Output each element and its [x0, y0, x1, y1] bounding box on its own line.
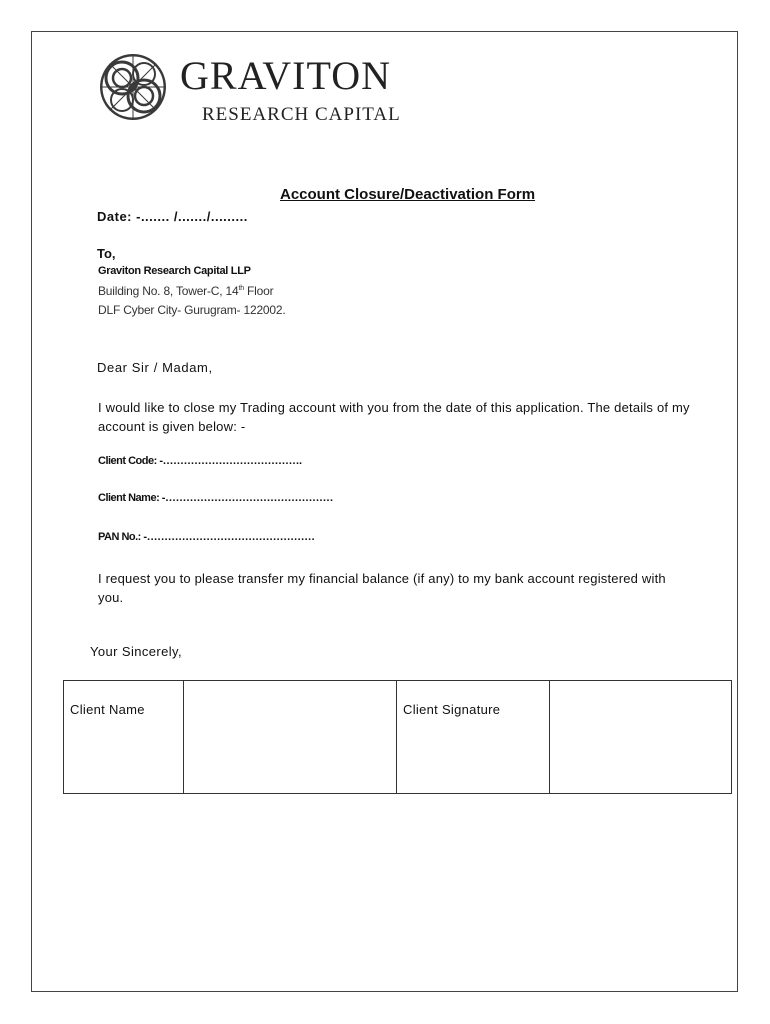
address-line-2: DLF Cyber City- Gurugram- 122002. — [98, 303, 286, 317]
signature-table — [63, 680, 732, 794]
client-name-field[interactable]: Client Name: -………………………………………… — [98, 492, 333, 504]
document-page — [31, 31, 738, 992]
form-title: Account Closure/Deactivation Form — [280, 186, 536, 203]
recipient-company: Graviton Research Capital LLP — [98, 265, 251, 277]
body-paragraph: I would like to close my Trading account with you from the date of this application. The details of my account is given below: - — [98, 400, 690, 434]
client-signature-label: Client Signature — [397, 681, 550, 794]
recipient-to: To, — [97, 246, 116, 261]
client-name-label: Client Name — [64, 681, 184, 794]
closing-line: Your Sincerely, — [90, 644, 182, 659]
company-subtitle: RESEARCH CAPITAL — [202, 104, 401, 125]
graviton-logo-icon — [98, 52, 168, 122]
date-line: Date: -....... /......./......... — [97, 209, 248, 224]
salutation: Dear Sir / Madam, — [97, 360, 213, 375]
address-line-1-prefix: Building No. 8, Tower-C, 14 — [98, 284, 239, 298]
address-line-1 — [98, 284, 273, 298]
client-name-cell[interactable] — [184, 681, 397, 794]
company-name: GRAVITON — [180, 53, 391, 98]
pan-number-field[interactable]: PAN No.: -………………………………………… — [98, 531, 315, 543]
client-code-field[interactable]: Client Code: -…………………………………. — [98, 455, 302, 467]
request-paragraph: I request you to please transfer my financial balance (if any) to my bank account registered with you. — [98, 571, 666, 605]
client-signature-cell[interactable] — [550, 681, 732, 794]
address-floor-suffix: th — [238, 285, 244, 292]
address-line-1-suffix: Floor — [243, 284, 274, 298]
